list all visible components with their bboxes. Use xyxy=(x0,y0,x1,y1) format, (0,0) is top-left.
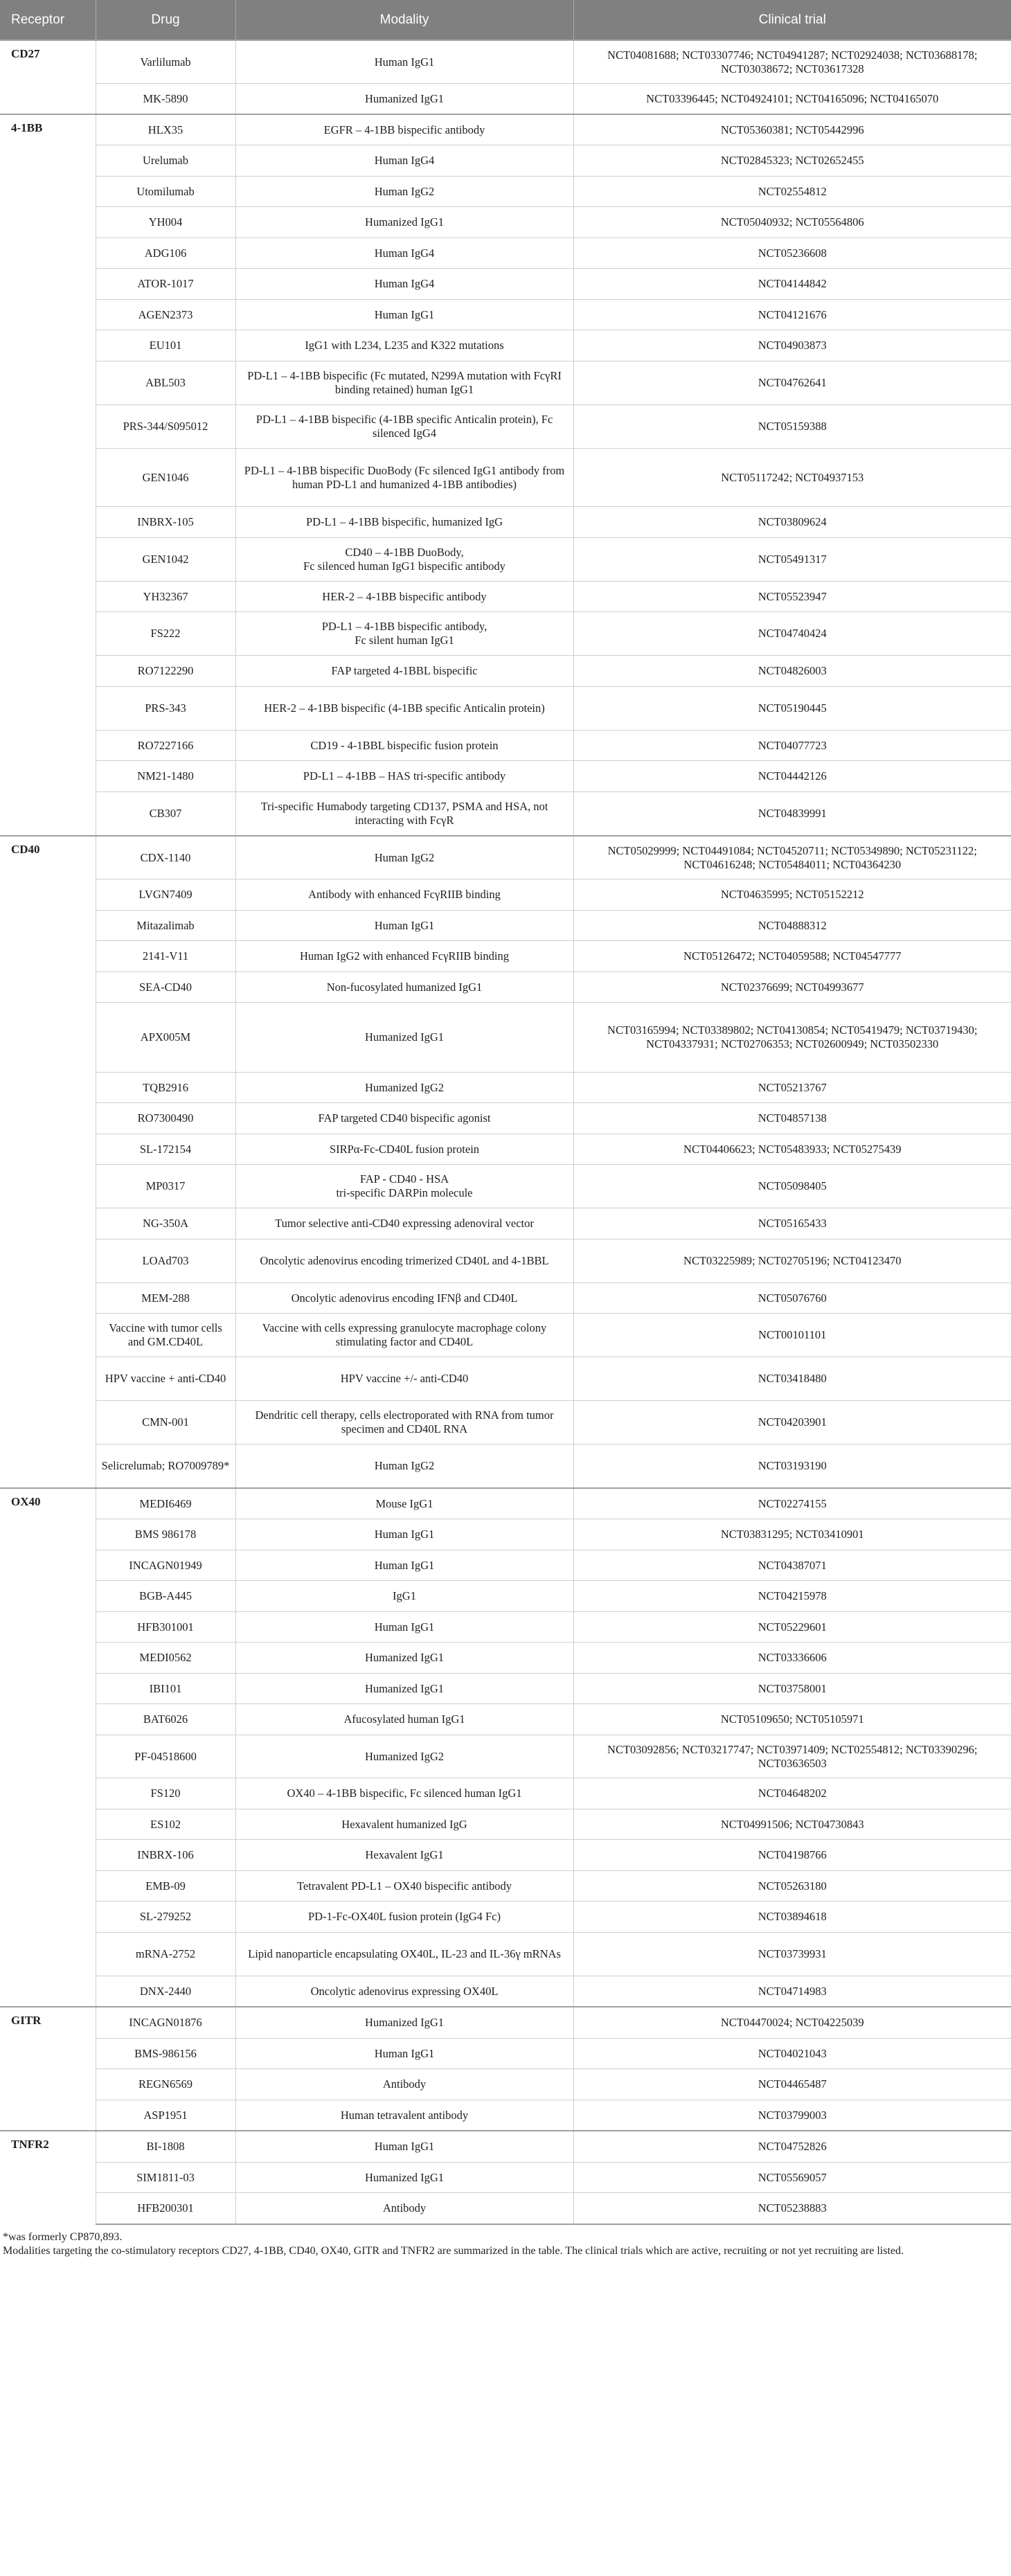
clinical-trial-cell: NCT04857138 xyxy=(573,1103,1011,1134)
modality-cell: PD-L1 – 4-1BB – HAS tri-specific antibody xyxy=(235,761,573,792)
table-row xyxy=(0,1550,1011,1581)
table-row xyxy=(0,40,1011,84)
modality-cell: Oncolytic adenovirus encoding IFNβ and CD40L xyxy=(235,1283,573,1314)
table-row xyxy=(0,538,1011,582)
modality-cell: Tumor selective anti-CD40 expressing adenoviral vector xyxy=(235,1208,573,1240)
drug-cell: NM21-1480 xyxy=(96,761,235,792)
table-row xyxy=(0,1519,1011,1550)
clinical-trial-cell: NCT05029999; NCT04491084; NCT04520711; NCT05349890; NCT05231122; NCT04616248; NCT05484011; NCT04364230 xyxy=(573,836,1011,879)
modality-cell: Afucosylated human IgG1 xyxy=(235,1704,573,1735)
table-row xyxy=(0,405,1011,449)
table-row xyxy=(0,2131,1011,2163)
clinical-trial-cell: NCT04465487 xyxy=(573,2069,1011,2100)
clinical-trial-cell: NCT04387071 xyxy=(573,1550,1011,1581)
modality-cell: Humanized IgG1 xyxy=(235,2007,573,2039)
drug-cell: AGEN2373 xyxy=(96,300,235,330)
table-row xyxy=(0,761,1011,792)
drug-cell: GEN1046 xyxy=(96,449,235,507)
clinical-trial-cell: NCT04635995; NCT05152212 xyxy=(573,879,1011,911)
table-row xyxy=(0,1735,1011,1778)
table-row xyxy=(0,1612,1011,1643)
table-row xyxy=(0,1581,1011,1612)
table-row xyxy=(0,1003,1011,1073)
drug-cell: RO7122290 xyxy=(96,656,235,687)
drug-cell: INCAGN01949 xyxy=(96,1550,235,1581)
drug-cell: MEM-288 xyxy=(96,1283,235,1314)
clinical-trial-cell: NCT04714983 xyxy=(573,1976,1011,2007)
drug-cell: Utomilumab xyxy=(96,177,235,207)
drug-cell: HLX35 xyxy=(96,114,235,145)
modality-cell: HER-2 – 4-1BB bispecific (4-1BB specific Anticalin protein) xyxy=(235,687,573,731)
drug-cell: NG-350A xyxy=(96,1208,235,1240)
drug-cell: Mitazalimab xyxy=(96,911,235,941)
clinical-trial-cell: NCT03809624 xyxy=(573,507,1011,538)
table-row xyxy=(0,1871,1011,1902)
clinical-trial-cell: NCT04198766 xyxy=(573,1840,1011,1871)
footnote: Modalities targeting the co-stimulatory receptors CD27, 4-1BB, CD40, OX40, GITR and TNFR2 are summarized in the table. The clinical trials which are active, recruiting or not yet recruiting are listed. xyxy=(3,2245,904,2257)
clinical-trial-cell: NCT04406623; NCT05483933; NCT05275439 xyxy=(573,1134,1011,1165)
modality-cell: FAP targeted 4-1BBL bispecific xyxy=(235,656,573,687)
modality-cell: PD-L1 – 4-1BB bispecific, humanized IgG xyxy=(235,507,573,538)
table-row xyxy=(0,1103,1011,1134)
drug-cell: PF-04518600 xyxy=(96,1735,235,1778)
table-row xyxy=(0,879,1011,911)
drug-cell: BMS-986156 xyxy=(96,2039,235,2069)
drug-cell: INCAGN01876 xyxy=(96,2007,235,2039)
table-row xyxy=(0,972,1011,1003)
table-row xyxy=(0,361,1011,405)
table-row xyxy=(0,836,1011,879)
modality-cell: PD-L1 – 4-1BB bispecific (Fc mutated, N299A mutation with FcγRI binding retained) human IgG1 xyxy=(235,361,573,405)
modality-cell: Humanized IgG1 xyxy=(235,1674,573,1704)
drug-cell: PRS-343 xyxy=(96,687,235,731)
clinical-trial-cell: NCT05159388 xyxy=(573,405,1011,449)
modality-cell: PD-L1 – 4-1BB bispecific (4-1BB specific Anticalin protein), Fc silenced IgG4 xyxy=(235,405,573,449)
modality-cell: Human IgG4 xyxy=(235,145,573,177)
table-row xyxy=(0,1643,1011,1674)
receptor-cell: GITR xyxy=(0,2007,96,2131)
drug-cell: INBRX-106 xyxy=(96,1840,235,1871)
clinical-trial-cell: NCT05229601 xyxy=(573,1612,1011,1643)
table-row xyxy=(0,941,1011,972)
drug-cell: HFB301001 xyxy=(96,1612,235,1643)
modality-cell: Antibody xyxy=(235,2069,573,2100)
modality-cell: Human IgG1 xyxy=(235,911,573,941)
clinical-trial-cell: NCT03193190 xyxy=(573,1444,1011,1489)
drug-cell: SIM1811-03 xyxy=(96,2163,235,2193)
column-header-modality: Modality xyxy=(235,0,573,40)
modality-cell: CD40 – 4-1BB DuoBody, Fc silenced human IgG1 bispecific antibody xyxy=(235,538,573,582)
modality-cell: Mouse IgG1 xyxy=(235,1488,573,1519)
drug-cell: FS222 xyxy=(96,612,235,656)
modality-cell: Hexavalent IgG1 xyxy=(235,1840,573,1871)
modality-cell: Tetravalent PD-L1 – OX40 bispecific antibody xyxy=(235,1871,573,1902)
table-row xyxy=(0,269,1011,300)
modality-cell: Dendritic cell therapy, cells electroporated with RNA from tumor specimen and CD40L RNA xyxy=(235,1401,573,1444)
modality-cell: Humanized IgG2 xyxy=(235,1735,573,1778)
clinical-trial-cell: NCT03396445; NCT04924101; NCT04165096; NCT04165070 xyxy=(573,84,1011,115)
table-row xyxy=(0,792,1011,837)
table-row xyxy=(0,238,1011,269)
clinical-trial-cell: NCT05569057 xyxy=(573,2163,1011,2193)
clinical-trial-cell: NCT03758001 xyxy=(573,1674,1011,1704)
modality-cell: Human IgG1 xyxy=(235,1612,573,1643)
clinical-trial-cell: NCT05165433 xyxy=(573,1208,1011,1240)
clinical-trial-cell: NCT04470024; NCT04225039 xyxy=(573,2007,1011,2039)
modality-cell: Human IgG1 xyxy=(235,300,573,330)
modality-cell: Humanized IgG1 xyxy=(235,84,573,115)
clinical-trial-cell: NCT03799003 xyxy=(573,2100,1011,2131)
modality-cell: Non-fucosylated humanized IgG1 xyxy=(235,972,573,1003)
table-row xyxy=(0,687,1011,731)
receptor-cell: TNFR2 xyxy=(0,2131,96,2224)
drug-cell: FS120 xyxy=(96,1778,235,1809)
table-body xyxy=(0,40,1011,2224)
drug-cell: Urelumab xyxy=(96,145,235,177)
drug-cell: TQB2916 xyxy=(96,1073,235,1103)
modality-cell: OX40 – 4-1BB bispecific, Fc silenced human IgG1 xyxy=(235,1778,573,1809)
drug-cell: Selicrelumab; RO7009789* xyxy=(96,1444,235,1489)
modality-cell: Humanized IgG1 xyxy=(235,2163,573,2193)
modality-cell: SIRPα-Fc-CD40L fusion protein xyxy=(235,1134,573,1165)
drug-cell: LVGN7409 xyxy=(96,879,235,911)
table-row xyxy=(0,1704,1011,1735)
clinical-trial-cell: NCT05263180 xyxy=(573,1871,1011,1902)
modality-cell: Human IgG2 xyxy=(235,1444,573,1489)
drug-cell: IBI101 xyxy=(96,1674,235,1704)
modality-cell: Human IgG4 xyxy=(235,238,573,269)
table-row xyxy=(0,507,1011,538)
drug-cell: APX005M xyxy=(96,1003,235,1073)
clinical-trial-cell: NCT02554812 xyxy=(573,177,1011,207)
modality-cell: FAP - CD40 - HSA tri-specific DARPin molecule xyxy=(235,1165,573,1208)
modality-cell: Hexavalent humanized IgG xyxy=(235,1809,573,1840)
table-row xyxy=(0,84,1011,115)
clinical-trial-cell: NCT04826003 xyxy=(573,656,1011,687)
table-row xyxy=(0,2039,1011,2069)
clinical-trial-cell: NCT04762641 xyxy=(573,361,1011,405)
drug-cell: BI-1808 xyxy=(96,2131,235,2163)
drug-cell: EU101 xyxy=(96,330,235,361)
drug-cell: RO7227166 xyxy=(96,731,235,761)
clinical-trial-cell: NCT04839991 xyxy=(573,792,1011,837)
table-row xyxy=(0,1778,1011,1809)
table-row xyxy=(0,207,1011,238)
modality-cell: Vaccine with cells expressing granulocyte macrophage colony stimulating factor and CD40L xyxy=(235,1314,573,1357)
clinical-trial-cell: NCT05040932; NCT05564806 xyxy=(573,207,1011,238)
clinical-trial-cell: NCT05076760 xyxy=(573,1283,1011,1314)
modality-cell: HER-2 – 4-1BB bispecific antibody xyxy=(235,582,573,612)
drug-cell: ES102 xyxy=(96,1809,235,1840)
clinical-trial-cell: NCT03739931 xyxy=(573,1933,1011,1976)
table-row xyxy=(0,1240,1011,1283)
clinical-trial-cell: NCT05236608 xyxy=(573,238,1011,269)
modality-cell: Human tetravalent antibody xyxy=(235,2100,573,2131)
table-row xyxy=(0,2163,1011,2193)
table-row xyxy=(0,300,1011,330)
table-row xyxy=(0,1134,1011,1165)
drug-cell: ASP1951 xyxy=(96,2100,235,2131)
clinical-trial-cell: NCT02845323; NCT02652455 xyxy=(573,145,1011,177)
drug-cell: PRS-344/S095012 xyxy=(96,405,235,449)
drug-cell: BGB-A445 xyxy=(96,1581,235,1612)
table-row xyxy=(0,1840,1011,1871)
table-row xyxy=(0,656,1011,687)
table-row xyxy=(0,1357,1011,1401)
table-row xyxy=(0,1488,1011,1519)
drug-cell: MP0317 xyxy=(96,1165,235,1208)
drug-cell: YH004 xyxy=(96,207,235,238)
modality-cell: Human IgG4 xyxy=(235,269,573,300)
table-row xyxy=(0,114,1011,145)
drug-cell: MEDI6469 xyxy=(96,1488,235,1519)
modality-cell: Human IgG1 xyxy=(235,1519,573,1550)
modality-cell: HPV vaccine +/- anti-CD40 xyxy=(235,1357,573,1401)
table-row xyxy=(0,2069,1011,2100)
drug-cell: RO7300490 xyxy=(96,1103,235,1134)
table-row xyxy=(0,1902,1011,1933)
drug-cell: ADG106 xyxy=(96,238,235,269)
modality-cell: Antibody xyxy=(235,2193,573,2225)
modality-cell: PD-L1 – 4-1BB bispecific antibody, Fc silent human IgG1 xyxy=(235,612,573,656)
table-row xyxy=(0,2193,1011,2225)
clinical-trial-cell: NCT05117242; NCT04937153 xyxy=(573,449,1011,507)
clinical-trial-cell: NCT05238883 xyxy=(573,2193,1011,2225)
clinical-trial-cell: NCT03894618 xyxy=(573,1902,1011,1933)
clinical-trial-cell: NCT04991506; NCT04730843 xyxy=(573,1809,1011,1840)
clinical-trial-cell: NCT05491317 xyxy=(573,538,1011,582)
receptor-cell: CD27 xyxy=(0,40,96,114)
table-row xyxy=(0,1401,1011,1444)
table-row xyxy=(0,330,1011,361)
column-header-receptor: Receptor xyxy=(0,0,96,40)
clinical-trial-cell: NCT02376699; NCT04993677 xyxy=(573,972,1011,1003)
drug-cell: ABL503 xyxy=(96,361,235,405)
modality-cell: Human IgG2 xyxy=(235,836,573,879)
clinical-trial-cell: NCT03225989; NCT02705196; NCT04123470 xyxy=(573,1240,1011,1283)
table-row xyxy=(0,1976,1011,2007)
clinical-trial-cell: NCT04215978 xyxy=(573,1581,1011,1612)
drug-cell: Varlilumab xyxy=(96,40,235,84)
table-row xyxy=(0,911,1011,941)
column-header-drug: Drug xyxy=(96,0,235,40)
modality-cell: Oncolytic adenovirus expressing OX40L xyxy=(235,1976,573,2007)
table-row xyxy=(0,1933,1011,1976)
drug-cell: SL-279252 xyxy=(96,1902,235,1933)
drug-cell: CB307 xyxy=(96,792,235,837)
drug-cell: DNX-2440 xyxy=(96,1976,235,2007)
clinical-trial-cell: NCT03418480 xyxy=(573,1357,1011,1401)
clinical-trial-cell: NCT04121676 xyxy=(573,300,1011,330)
drug-cell: SL-172154 xyxy=(96,1134,235,1165)
clinical-trial-cell: NCT04021043 xyxy=(573,2039,1011,2069)
clinical-trial-cell: NCT05190445 xyxy=(573,687,1011,731)
table-row xyxy=(0,177,1011,207)
modality-cell: Lipid nanoparticle encapsulating OX40L, IL-23 and IL-36γ mRNAs xyxy=(235,1933,573,1976)
modality-cell: IgG1 xyxy=(235,1581,573,1612)
table-row xyxy=(0,582,1011,612)
drug-cell: GEN1042 xyxy=(96,538,235,582)
table-row xyxy=(0,1208,1011,1240)
modality-cell: Human IgG2 with enhanced FcγRIIB binding xyxy=(235,941,573,972)
modality-cell: PD-L1 – 4-1BB bispecific DuoBody (Fc silenced IgG1 antibody from human PD-L1 and humanized 4-1BB antibodies) xyxy=(235,449,573,507)
modality-cell: FAP targeted CD40 bispecific agonist xyxy=(235,1103,573,1134)
modality-cell: Human IgG1 xyxy=(235,2131,573,2163)
column-header-clinical-trial: Clinical trial xyxy=(573,0,1011,40)
clinical-trial-cell: NCT04081688; NCT03307746; NCT04941287; NCT02924038; NCT03688178; NCT03038672; NCT03617328 xyxy=(573,40,1011,84)
clinical-trial-cell: NCT04903873 xyxy=(573,330,1011,361)
drug-cell: REGN6569 xyxy=(96,2069,235,2100)
clinical-trial-cell: NCT04203901 xyxy=(573,1401,1011,1444)
table-row xyxy=(0,1444,1011,1489)
modality-cell: Humanized IgG2 xyxy=(235,1073,573,1103)
modality-cell: Oncolytic adenovirus encoding trimerized CD40L and 4-1BBL xyxy=(235,1240,573,1283)
table-footnotes xyxy=(0,2225,1011,2258)
clinical-trial-cell: NCT04144842 xyxy=(573,269,1011,300)
footnote: *was formerly CP870,893. xyxy=(3,2231,123,2243)
drug-cell: HPV vaccine + anti-CD40 xyxy=(96,1357,235,1401)
clinical-trial-cell: NCT03165994; NCT03389802; NCT04130854; NCT05419479; NCT03719430; NCT04337931; NCT02706353; NCT02600949; NCT03502330 xyxy=(573,1003,1011,1073)
modality-cell: Tri-specific Humabody targeting CD137, PSMA and HSA, not interacting with FcγR xyxy=(235,792,573,837)
drug-cell: 2141-V11 xyxy=(96,941,235,972)
modality-cell: Humanized IgG1 xyxy=(235,207,573,238)
modality-cell: Human IgG1 xyxy=(235,1550,573,1581)
clinical-trial-cell: NCT04077723 xyxy=(573,731,1011,761)
clinical-trial-cell: NCT04752826 xyxy=(573,2131,1011,2163)
clinical-trial-cell: NCT05098405 xyxy=(573,1165,1011,1208)
table-row xyxy=(0,731,1011,761)
drug-cell: Vaccine with tumor cells and GM.CD40L xyxy=(96,1314,235,1357)
table-header-row xyxy=(0,0,1011,40)
drug-cell: EMB-09 xyxy=(96,1871,235,1902)
receptor-cell: CD40 xyxy=(0,836,96,1488)
modality-cell: Human IgG1 xyxy=(235,2039,573,2069)
table-row xyxy=(0,2100,1011,2131)
modality-cell: Human IgG1 xyxy=(235,40,573,84)
modality-cell: CD19 - 4-1BBL bispecific fusion protein xyxy=(235,731,573,761)
modality-cell: Human IgG2 xyxy=(235,177,573,207)
table-row xyxy=(0,1674,1011,1704)
drug-cell: YH32367 xyxy=(96,582,235,612)
drug-cell: ATOR-1017 xyxy=(96,269,235,300)
receptor-cell: 4-1BB xyxy=(0,114,96,836)
table-row xyxy=(0,1809,1011,1840)
drug-cell: BAT6026 xyxy=(96,1704,235,1735)
drug-cell: mRNA-2752 xyxy=(96,1933,235,1976)
modality-cell: PD-1-Fc-OX40L fusion protein (IgG4 Fc) xyxy=(235,1902,573,1933)
modality-cell: Antibody with enhanced FcγRIIB binding xyxy=(235,879,573,911)
modality-cell: EGFR – 4-1BB bispecific antibody xyxy=(235,114,573,145)
clinical-trial-cell: NCT05213767 xyxy=(573,1073,1011,1103)
clinical-trial-cell: NCT04648202 xyxy=(573,1778,1011,1809)
drug-cell: CMN-001 xyxy=(96,1401,235,1444)
clinical-trial-cell: NCT04888312 xyxy=(573,911,1011,941)
table-row xyxy=(0,1283,1011,1314)
drug-cell: MEDI0562 xyxy=(96,1643,235,1674)
clinical-trial-cell: NCT03831295; NCT03410901 xyxy=(573,1519,1011,1550)
clinical-trial-cell: NCT05360381; NCT05442996 xyxy=(573,114,1011,145)
clinical-trial-cell: NCT04442126 xyxy=(573,761,1011,792)
modality-cell: IgG1 with L234, L235 and K322 mutations xyxy=(235,330,573,361)
drug-cell: INBRX-105 xyxy=(96,507,235,538)
modality-cell: Humanized IgG1 xyxy=(235,1003,573,1073)
modality-cell: Humanized IgG1 xyxy=(235,1643,573,1674)
clinical-trial-cell: NCT05109650; NCT05105971 xyxy=(573,1704,1011,1735)
receptor-cell: OX40 xyxy=(0,1488,96,2007)
drug-cell: BMS 986178 xyxy=(96,1519,235,1550)
table-row xyxy=(0,1165,1011,1208)
table-row xyxy=(0,1073,1011,1103)
table-row xyxy=(0,1314,1011,1357)
table-row xyxy=(0,2007,1011,2039)
drug-cell: SEA-CD40 xyxy=(96,972,235,1003)
clinical-trial-cell: NCT03336606 xyxy=(573,1643,1011,1674)
table-row xyxy=(0,449,1011,507)
table-row xyxy=(0,612,1011,656)
clinical-trial-cell: NCT05523947 xyxy=(573,582,1011,612)
drug-cell: LOAd703 xyxy=(96,1240,235,1283)
clinical-trial-cell: NCT00101101 xyxy=(573,1314,1011,1357)
drug-cell: HFB200301 xyxy=(96,2193,235,2225)
table-header xyxy=(0,0,1011,40)
clinical-trial-cell: NCT05126472; NCT04059588; NCT04547777 xyxy=(573,941,1011,972)
clinical-trial-cell: NCT02274155 xyxy=(573,1488,1011,1519)
drug-cell: MK-5890 xyxy=(96,84,235,115)
clinical-trial-cell: NCT03092856; NCT03217747; NCT03971409; NCT02554812; NCT03390296; NCT03636503 xyxy=(573,1735,1011,1778)
clinical-trial-cell: NCT04740424 xyxy=(573,612,1011,656)
drug-cell: CDX-1140 xyxy=(96,836,235,879)
table-row xyxy=(0,145,1011,177)
